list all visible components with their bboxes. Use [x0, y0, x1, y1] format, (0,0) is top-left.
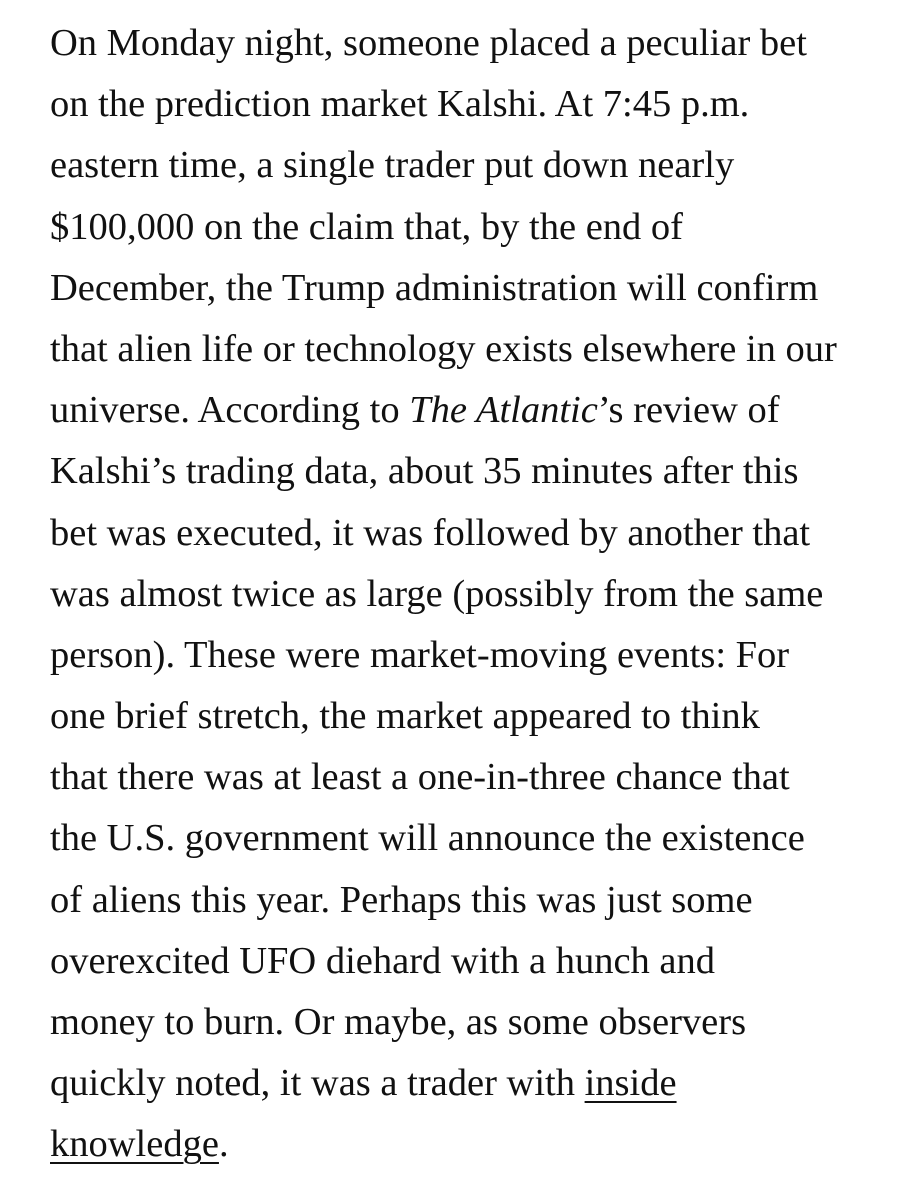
text-line: one brief stretch, the market appeared to think [50, 695, 760, 738]
text-line: on the prediction market Kalshi. At 7:45 p.m. [50, 83, 750, 126]
text-line: that alien life or technology exists elsewhere in our [50, 327, 837, 370]
article-body [50, 0, 895, 1176]
text-line [50, 1053, 895, 1114]
text-line: $100,000 on the claim that, by the end of [50, 205, 683, 248]
text-line: money to burn. Or maybe, as some observers [50, 1001, 747, 1043]
text-line: the U.S. government will announce the existence [50, 817, 805, 860]
text-line: of aliens this year. Perhaps this was just some [50, 878, 753, 921]
inside-knowledge-link-part1[interactable]: inside [584, 1062, 677, 1105]
text-line: bet was executed, it was followed by another that [50, 511, 811, 554]
text-line: was almost twice as large (possibly from the same [50, 572, 824, 615]
text-line: Kalshi’s trading data, about 35 minutes after this [50, 450, 799, 493]
text-line: overexcited UFO diehard with a hunch and [50, 939, 715, 982]
text-line [50, 1114, 895, 1175]
text-segment: universe. According to [50, 389, 410, 432]
text-segment: quickly noted, it was a trader with [50, 1062, 585, 1105]
text-segment: . [218, 1123, 229, 1166]
text-line: eastern time, a single trader put down nearly [50, 144, 735, 187]
inside-knowledge-link-part2[interactable]: knowledge [50, 1123, 219, 1166]
text-segment: ’s review of [597, 389, 780, 432]
text-line: person). These were market-moving events: For [50, 633, 790, 676]
text-line: December, the Trump administration will confirm [50, 266, 819, 309]
publication-name: The Atlantic [409, 389, 598, 432]
text-line: On Monday night, someone placed a peculiar bet [50, 22, 807, 64]
text-line [50, 380, 895, 441]
text-line: that there was at least a one-in-three chance that [50, 756, 790, 799]
